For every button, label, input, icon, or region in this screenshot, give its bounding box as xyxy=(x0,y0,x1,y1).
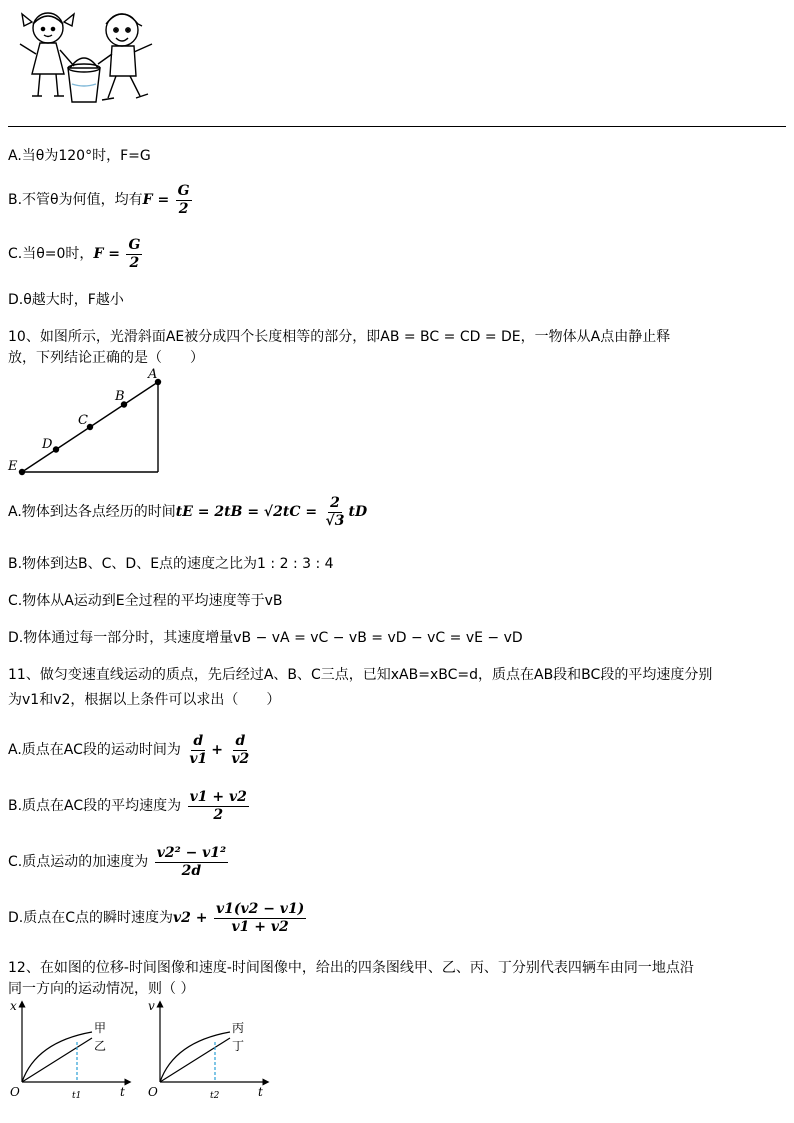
curve-ding-label: 丁 xyxy=(232,1039,245,1053)
q11-option-b-text: B.质点在AC段的平均速度为 xyxy=(8,798,182,814)
q10-option-c-text: C.物体从A运动到E全过程的平均速度等于vB xyxy=(8,593,283,609)
q10-option-c[interactable] xyxy=(8,591,283,611)
q9-option-d[interactable] xyxy=(8,290,124,310)
q10-option-a-expression: tE = 2tB = √2tC = xyxy=(175,504,318,520)
q12-velocity-time-graph xyxy=(144,998,272,1102)
q10-option-d-text: D.物体通过每一部分时，其速度增量vB − vA = vC − vB = vD − vC = vE − vD xyxy=(8,630,523,646)
fraction-numerator: v1 + v2 xyxy=(189,788,247,805)
q10-option-b[interactable] xyxy=(8,554,334,574)
q9-option-c-lhs: F = xyxy=(93,246,120,262)
fraction-numerator: d xyxy=(235,732,246,749)
point-d-marker xyxy=(53,446,59,452)
axis-x-label: t xyxy=(120,1085,125,1099)
q10-option-b-text: B.物体到达B、C、D、E点的速度之比为1 : 2 : 3 : 4 xyxy=(8,556,334,572)
q9-option-a-text: A.当θ为120°时，F=G xyxy=(8,148,151,164)
q10-option-a-tail: tD xyxy=(348,504,368,520)
header-divider xyxy=(8,126,786,127)
fraction-numerator: v1(v2 − v1) xyxy=(215,900,305,917)
q11-option-a-fraction2 xyxy=(229,733,251,768)
q11-option-b-fraction xyxy=(188,789,249,824)
q12-stem-line1 xyxy=(8,958,694,978)
cartoon-children-illustration xyxy=(10,4,170,108)
origin-label: O xyxy=(148,1085,158,1099)
q9-option-b-fraction xyxy=(176,183,192,218)
q12-stem-text: 同一方向的运动情况，则（ ） xyxy=(8,981,195,997)
q11-option-d[interactable] xyxy=(8,896,308,940)
q12-stem-line2 xyxy=(8,979,194,999)
q10-stem-text: 10、如图所示，光滑斜面AE被分成四个长度相等的部分，即AB = BC = CD = DE，一物体从A点由静止释 xyxy=(8,329,671,345)
q11-stem-text: 为v1和v2，根据以上条件可以求出（ ） xyxy=(8,692,281,708)
curve-yi-label: 乙 xyxy=(94,1039,107,1053)
q11-option-a[interactable]: A.质点在AC段的运动时间为 $\frac{d}{v1}$ + $\frac{d}{v2}$ xyxy=(8,732,250,767)
q11-stem-text: 11、做匀变速直线运动的质点，先后经过A、B、C三点，已知xAB=xBC=d，质点在AB段和BC段的平均速度分别 xyxy=(8,667,713,683)
q11-option-d-text: D.质点在C点的瞬时速度为 xyxy=(8,910,174,926)
fraction-denominator: 2d xyxy=(181,862,202,879)
axis-y-label: v xyxy=(148,999,155,1013)
origin-label: O xyxy=(10,1085,20,1099)
q9-option-a[interactable] xyxy=(8,146,151,166)
q10-option-a-text: A.物体到达各点经历的时间 xyxy=(8,504,176,520)
curve-yi-line xyxy=(22,1038,92,1082)
q10-option-a-fraction xyxy=(324,495,347,530)
axis-x-label: t xyxy=(258,1085,263,1099)
q12-displacement-time-graph xyxy=(6,998,134,1102)
q9-option-c[interactable] xyxy=(8,234,144,274)
q12-stem-text: 12、在如图的位移-时间图像和速度-时间图像中，给出的四条图线甲、乙、丙、丁分别代表四辆车由同一地点沿 xyxy=(8,960,694,976)
q9-option-d-text: D.θ越大时，F越小 xyxy=(8,292,124,308)
fraction-denominator: v1 xyxy=(189,750,208,767)
curve-ding-line xyxy=(160,1038,230,1082)
curve-jia-line xyxy=(22,1032,92,1082)
q11-stem-line1 xyxy=(8,665,712,685)
q10-incline-figure xyxy=(6,366,166,478)
q9-option-b[interactable] xyxy=(8,180,194,220)
fraction-numerator: d xyxy=(193,732,204,749)
axis-y-label: x xyxy=(10,999,17,1013)
q9-option-b-lhs: F = xyxy=(142,192,170,208)
q11-option-c-text: C.质点运动的加速度为 xyxy=(8,854,149,870)
q9-option-c-text: C.当θ=0时， xyxy=(8,246,94,262)
q11-option-d-lead: v2 + xyxy=(173,910,208,926)
fraction-numerator: G xyxy=(177,182,190,199)
fraction-numerator: G xyxy=(128,236,141,253)
label-c: C xyxy=(78,413,88,428)
fraction-denominator: 2 xyxy=(213,806,224,823)
label-d: D xyxy=(42,437,53,452)
fraction-numerator: 2 xyxy=(330,494,340,511)
fraction-denominator: v1 + v2 xyxy=(231,918,289,935)
fraction-numerator: v2² − v1² xyxy=(156,844,227,861)
fraction-denominator: √3 xyxy=(325,512,345,529)
q11-option-d-fraction xyxy=(214,901,306,936)
fraction-denominator: 2 xyxy=(129,254,140,271)
curve-bing-label: 丙 xyxy=(232,1021,245,1035)
q11-option-c[interactable] xyxy=(8,840,230,884)
tick-t1-label: t1 xyxy=(72,1091,82,1101)
q11-option-a-text: A.质点在AC段的运动时间为 xyxy=(8,742,181,758)
curve-bing-line xyxy=(160,1032,230,1082)
point-e-marker xyxy=(19,469,25,475)
label-e: E xyxy=(8,459,18,474)
fraction-denominator: v2 xyxy=(231,750,250,767)
tick-t2-label: t2 xyxy=(210,1091,220,1101)
q10-option-d[interactable] xyxy=(8,628,523,648)
q10-stem-line2 xyxy=(8,348,204,368)
q10-stem-text: 放，下列结论正确的是（ ） xyxy=(8,350,204,366)
q9-option-b-text: B.不管θ为何值，均有 xyxy=(8,192,143,208)
q11-stem-line2 xyxy=(8,690,280,710)
q10-option-a[interactable] xyxy=(8,490,367,534)
curve-jia-label: 甲 xyxy=(94,1021,107,1035)
q9-option-c-fraction xyxy=(126,237,142,272)
q11-option-a-fraction1 xyxy=(187,733,209,768)
label-a: A xyxy=(148,367,158,382)
q10-stem-line1 xyxy=(8,327,670,347)
label-b: B xyxy=(115,389,125,404)
q11-option-b[interactable] xyxy=(8,784,251,828)
fraction-denominator: 2 xyxy=(178,200,189,217)
q11-option-c-fraction xyxy=(155,845,229,880)
